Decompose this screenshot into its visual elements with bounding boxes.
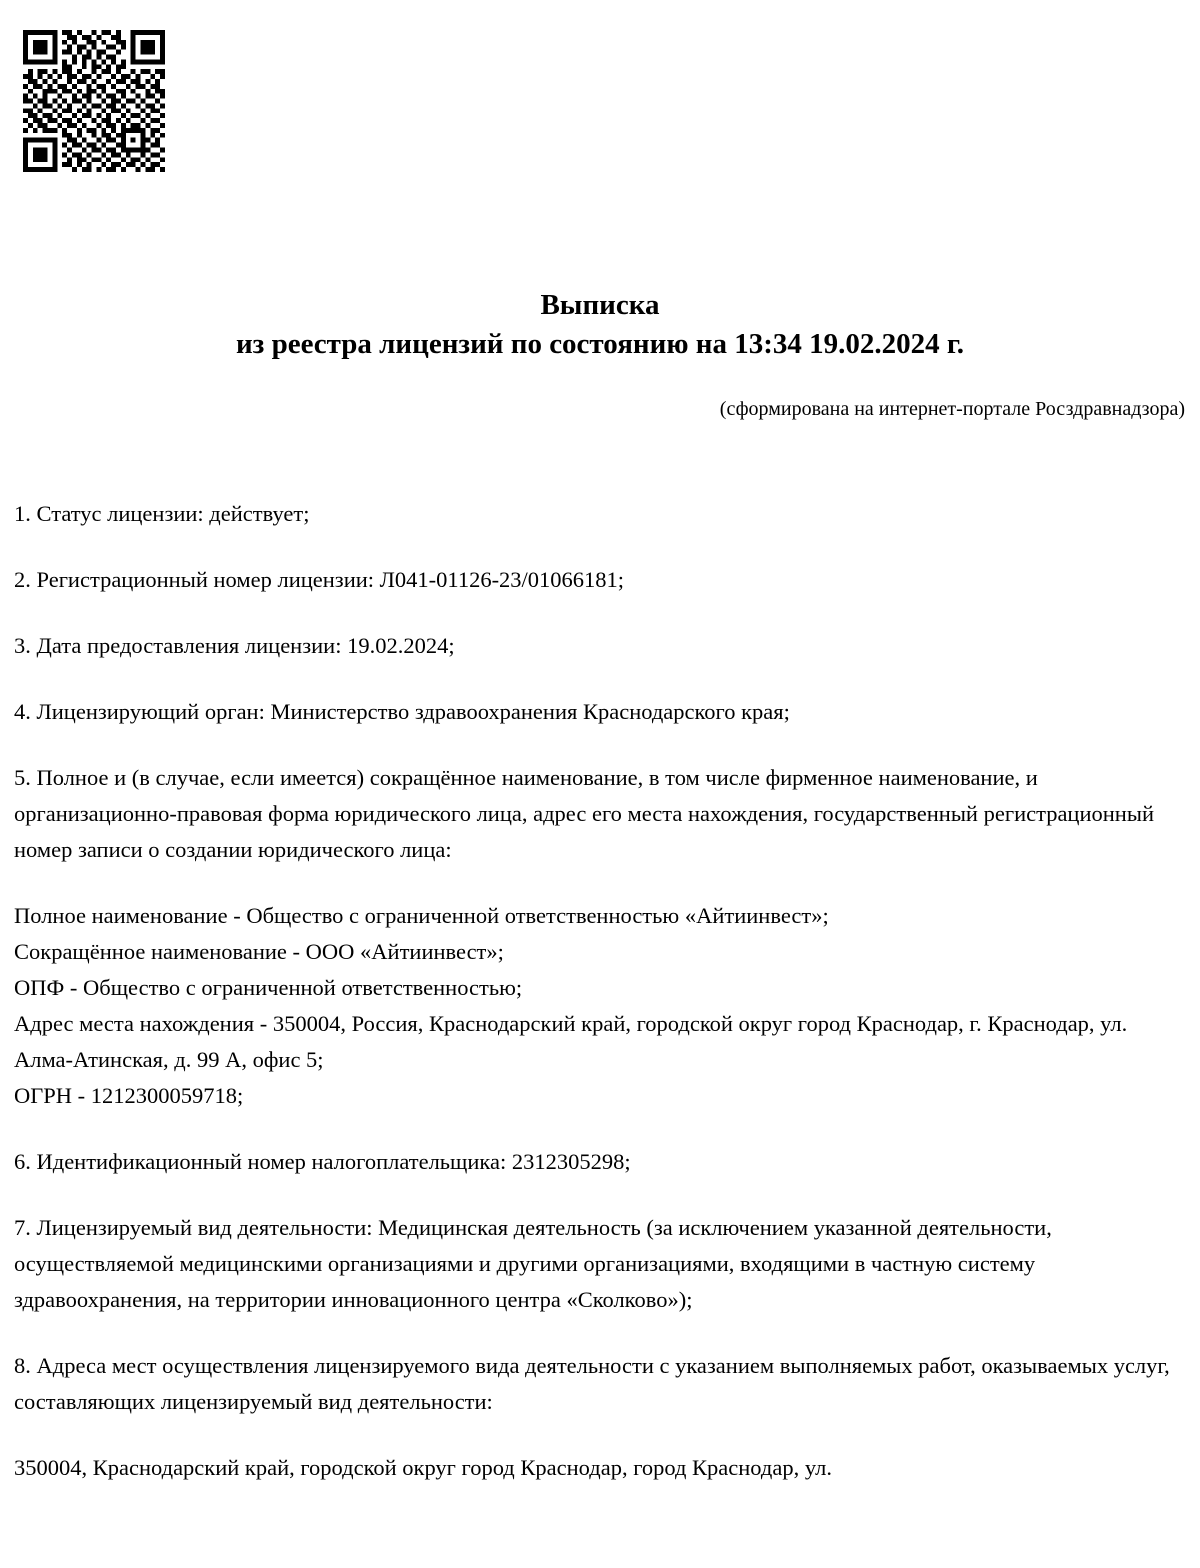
paragraph-line: 1. Статус лицензии: действует;	[14, 501, 310, 526]
paragraph-line: 7. Лицензируемый вид деятельности: Медицинская деятельность (за исключением указанной деятельности, осуществляемой медицинскими организациями и другими организациями, входящими в частную систему здравоохранения, на территории инновационного центра «Сколково»);	[14, 1215, 1052, 1312]
paragraph-line: 350004, Краснодарский край, городской округ город Краснодар, город Краснодар, ул.	[14, 1455, 832, 1480]
paragraph	[14, 898, 1180, 1114]
paragraph-line: Сокращённое наименование - ООО «Айтиинвест»;	[14, 939, 504, 964]
document-title-line2: из реестра лицензий по состоянию на 13:34 19.02.2024 г.	[235, 328, 965, 360]
paragraph	[14, 694, 1180, 730]
qr-code	[23, 30, 165, 172]
paragraph-line: 6. Идентификационный номер налогоплательщика: 2312305298;	[14, 1149, 631, 1174]
paragraph-line: 8. Адреса мест осуществления лицензируемого вида деятельности с указанием выполняемых работ, оказываемых услуг, составляющих лицензируемый вид деятельности:	[14, 1353, 1170, 1414]
paragraph	[14, 1348, 1180, 1420]
paragraph-line: ОПФ - Общество с ограниченной ответственностью;	[14, 975, 523, 1000]
paragraph	[14, 562, 1180, 598]
document-body	[0, 422, 1200, 1486]
paragraph-line: Адрес места нахождения - 350004, Россия, Краснодарский край, городской округ город Краснодар, г. Краснодар, ул. Алма-Атинская, д. 99 А, офис 5;	[14, 1011, 1128, 1072]
paragraph	[14, 1144, 1180, 1180]
document-subtitle: (сформирована на интернет-портале Росздравнадзора)	[719, 398, 1185, 420]
document-title	[0, 286, 1200, 364]
paragraph	[14, 760, 1180, 868]
paragraph-line: 4. Лицензирующий орган: Министерство здравоохранения Краснодарского края;	[14, 699, 790, 724]
paragraph-line: 2. Регистрационный номер лицензии: Л041-01126-23/01066181;	[14, 567, 625, 592]
paragraph-line: 5. Полное и (в случае, если имеется) сокращённое наименование, в том числе фирменное наименование, и организационно-правовая форма юридического лица, адрес его места нахождения, государственный регистрационный номер записи о создании юридического лица:	[14, 765, 1155, 862]
paragraph	[14, 1450, 1180, 1486]
paragraph	[14, 1210, 1180, 1318]
paragraph-line: 3. Дата предоставления лицензии: 19.02.2024;	[14, 633, 455, 658]
document-header	[0, 0, 1200, 422]
paragraph-line: ОГРН - 1212300059718;	[14, 1083, 244, 1108]
paragraph	[14, 628, 1180, 664]
paragraph	[14, 496, 1180, 532]
document-title-line1: Выписка	[540, 289, 660, 321]
paragraph-line: Полное наименование - Общество с ограниченной ответственностью «Айтиинвест»;	[14, 903, 829, 928]
qr-code-svg	[23, 30, 165, 172]
